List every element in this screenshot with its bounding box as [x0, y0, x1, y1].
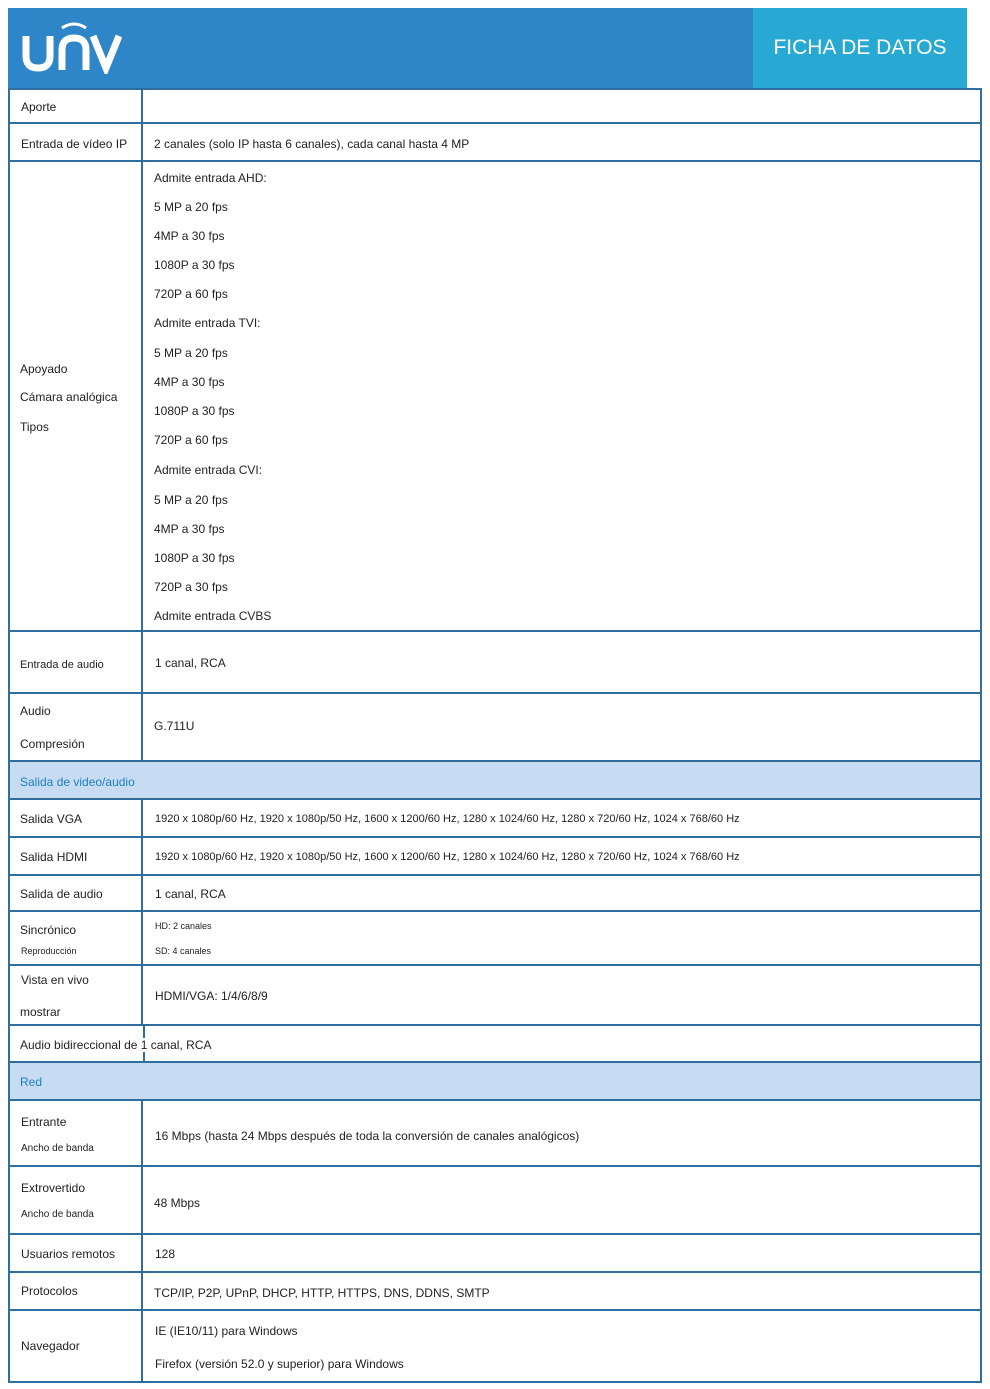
row-vga: [8, 800, 982, 838]
value-outbound: 48 Mbps: [154, 1196, 201, 1210]
analog-value: 1080P a 30 fps: [154, 258, 235, 272]
row-ip-video: [8, 124, 982, 162]
label-analog-2: Cámara analógica: [20, 390, 118, 404]
row-audio-out: [8, 876, 982, 912]
label-inbound-2: Ancho de banda: [21, 1143, 94, 1154]
analog-value: 5 MP a 20 fps: [154, 493, 228, 507]
value-audio-in: 1 canal, RCA: [155, 656, 226, 670]
value-sync-sd: SD: 4 canales: [155, 946, 212, 956]
analog-value: 720P a 60 fps: [154, 433, 228, 447]
analog-value: 4MP a 30 fps: [154, 229, 225, 243]
value-audio-out: 1 canal, RCA: [155, 887, 226, 901]
row-analog-types: [8, 162, 982, 632]
label-outbound-1: Extrovertido: [21, 1181, 86, 1195]
section-video-audio-out: [8, 762, 982, 800]
value-protocols: TCP/IP, P2P, UPnP, DHCP, HTTP, HTTPS, DNS, DDNS, SMTP: [154, 1286, 490, 1300]
row-browser: [8, 1311, 982, 1383]
label-analog-1: Apoyado: [20, 362, 68, 376]
section-network: [8, 1063, 982, 1101]
label-vga: Salida VGA: [20, 812, 83, 826]
label-audio-out: Salida de audio: [20, 887, 103, 901]
label-sync-1: Sincrónico: [20, 923, 77, 937]
row-label: [10, 1167, 143, 1233]
value-sync-hd: HD: 2 canales: [155, 921, 212, 931]
label-ip-video: Entrada de vídeo IP: [21, 137, 128, 151]
row-aporte: [8, 88, 982, 124]
label-audio-in: Entrada de audio: [20, 659, 104, 671]
label-live-1: Vista en vivo: [21, 973, 89, 987]
row-label: [10, 1101, 143, 1165]
value-ip-video: 2 canales (solo IP hasta 6 canales), cada canal hasta 4 MP: [154, 137, 470, 151]
datasheet-badge: FICHA DE DATOS: [753, 8, 967, 88]
label-remote-users: Usuarios remotos: [21, 1247, 116, 1261]
value-audio-comp: G.711U: [154, 719, 195, 733]
value-vga: 1920 x 1080p/60 Hz, 1920 x 1080p/50 Hz, 1600 x 1200/60 Hz, 1280 x 1024/60 Hz, 1280 x 720/60 Hz, 1024 x 768/60 Hz: [155, 813, 740, 825]
row-inbound-bandwidth: [8, 1101, 982, 1167]
analog-value: Admite entrada CVI:: [154, 463, 263, 477]
analog-value: Admite entrada TVI:: [154, 316, 261, 330]
analog-value: 1080P a 30 fps: [154, 404, 235, 418]
value-browser-ie: IE (IE10/11) para Windows: [155, 1324, 298, 1338]
value-inbound: 16 Mbps (hasta 24 Mbps después de toda la conversión de canales analógicos): [155, 1129, 580, 1143]
analog-value: Admite entrada CVBS: [154, 609, 272, 623]
label-aporte: Aporte: [21, 100, 57, 114]
row-remote-users: [8, 1235, 982, 1273]
value-browser-firefox: Firefox (versión 52.0 y superior) para Windows: [155, 1357, 404, 1371]
label-analog-3: Tipos: [20, 420, 49, 434]
unv-logo: [22, 22, 122, 74]
analog-value: 4MP a 30 fps: [154, 522, 225, 536]
row-outbound-bandwidth: [8, 1167, 982, 1235]
row-live-view: [8, 966, 982, 1026]
value-remote-users: 128: [155, 1247, 176, 1261]
row-audio-compression: [8, 694, 982, 762]
section-title: Red: [20, 1075, 43, 1089]
analog-value: 720P a 60 fps: [154, 287, 228, 301]
analog-value: 5 MP a 20 fps: [154, 346, 228, 360]
label-sync-2: Reproducción: [21, 946, 77, 956]
value-live: HDMI/VGA: 1/4/6/8/9: [155, 989, 268, 1003]
label-audio-comp-1: Audio: [20, 704, 51, 718]
label-browser: Navegador: [21, 1339, 80, 1353]
analog-value: 1080P a 30 fps: [154, 551, 235, 565]
label-audio-comp-2: Compresión: [20, 737, 85, 751]
row-hdmi: [8, 838, 982, 876]
label-protocols: Protocolos: [21, 1284, 78, 1298]
row-sync-playback: [8, 912, 982, 966]
label-inbound-1: Entrante: [21, 1115, 67, 1129]
label-two-way-audio: Audio bidireccional de 1 canal, RCA: [20, 1038, 212, 1052]
value-hdmi: 1920 x 1080p/60 Hz, 1920 x 1080p/50 Hz, 1600 x 1200/60 Hz, 1280 x 1024/60 Hz, 1280 x 720/60 Hz, 1024 x 768/60 Hz: [155, 851, 740, 863]
analog-value: 5 MP a 20 fps: [154, 200, 228, 214]
row-two-way-audio: [8, 1026, 982, 1063]
page-header: [8, 8, 967, 88]
section-title: Salida de video/audio: [20, 775, 135, 789]
analog-value: 720P a 30 fps: [154, 580, 228, 594]
row-protocols: [8, 1273, 982, 1311]
label-hdmi: Salida HDMI: [20, 850, 88, 864]
analog-value: Admite entrada AHD:: [154, 171, 267, 185]
label-live-2: mostrar: [20, 1005, 61, 1019]
label-outbound-2: Ancho de banda: [21, 1209, 94, 1220]
row-audio-in: [8, 632, 982, 694]
analog-value: 4MP a 30 fps: [154, 375, 225, 389]
